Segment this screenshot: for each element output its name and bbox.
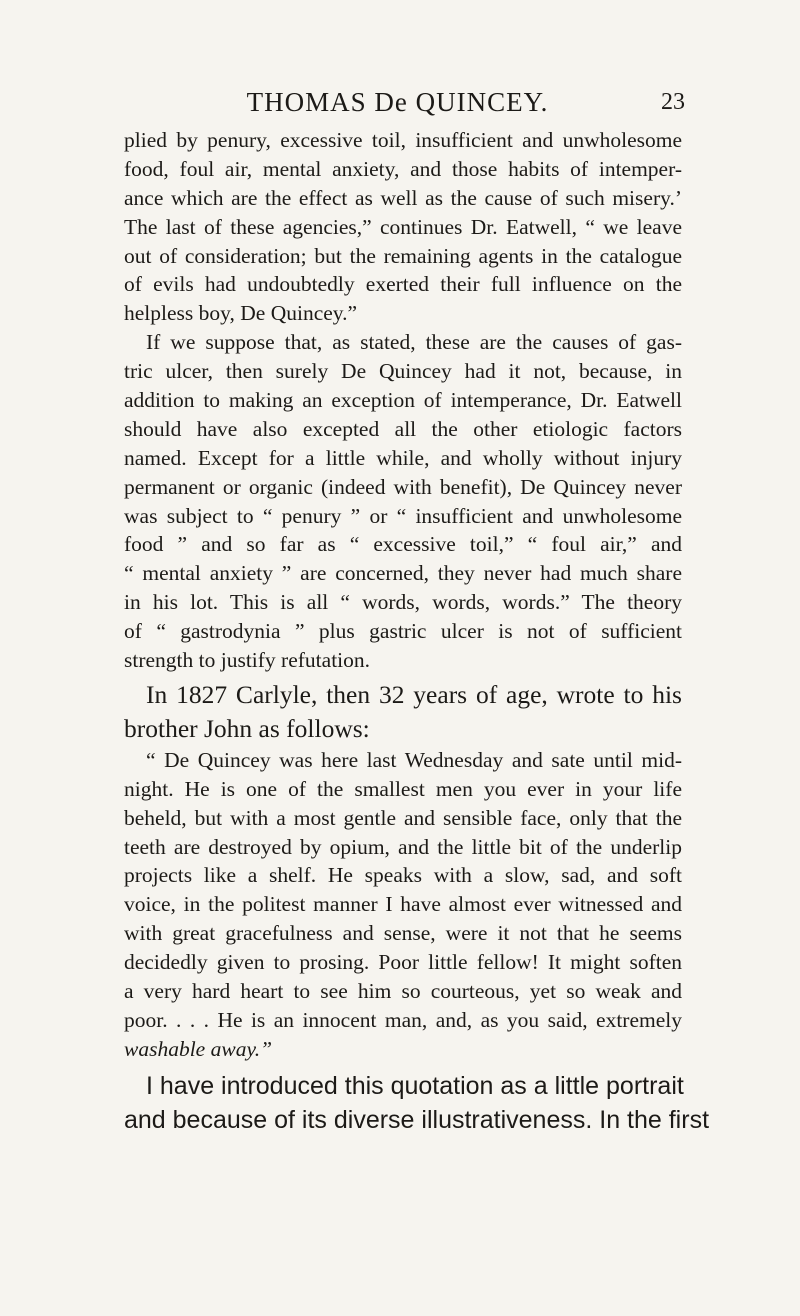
quote-line: night. He is one of the smallest men you ever in your life [124,776,682,801]
body-text [124,126,710,1137]
text-line: tric ulcer, then surely De Quincey had it not, because, in [124,359,682,384]
running-head [110,84,685,120]
quote-line: with great gracefulness and sense, were it not that he seems [124,921,682,946]
text-line: addition to making an exception of intemperance, Dr. Eatwell [124,388,682,413]
text-line: should have also excepted all the other etiologic factors [124,416,682,441]
paragraph-4 [124,1069,710,1137]
text-line: brother John as follows: [124,713,370,743]
text-line: out of consideration; but the remaining agents in the catalogue [124,243,682,268]
text-line: in his lot. This is all “ words, words, words.” The theory [124,590,682,615]
text-line: plied by penury, excessive toil, insufficient and unwholesome [124,128,682,152]
paragraph-1 [124,126,682,328]
paragraph-2 [124,328,682,675]
quote-line: teeth are destroyed by opium, and the little bit of the underlip [124,834,682,859]
text-line: I have introduced this quotation as a little portrait [146,1071,684,1100]
running-title: THOMAS De QUINCEY. [246,87,549,117]
text-line: The last of these agencies,” continues Dr. Eatwell, “ we leave [124,214,682,239]
text-line: and because of its diverse illustrativeness. In the first [124,1105,710,1134]
text-line: In 1827 Carlyle, then 32 years of age, wrote to his [146,679,682,709]
text-line: food, foul air, mental anxiety, and those habits of intemper- [124,156,682,181]
quote-line: beheld, but with a most gentle and sensible face, only that the [124,805,682,830]
quote-line: a very hard heart to see him so courteous, yet so weak and [124,979,682,1004]
quote-line: decidedly given to prosing. Poor little fellow! It might soften [124,950,682,975]
text-line: “ mental anxiety ” are concerned, they never had much share [124,561,682,586]
quote-line: voice, in the politest manner I have almost ever witnessed and [124,892,682,917]
quote-line: poor. . . . He is an innocent man, and, as you said, extremely [124,1007,682,1032]
quote-line: projects like a shelf. He speaks with a slow, sad, and soft [124,863,682,888]
text-line: named. Except for a little while, and wholly without injury [124,445,682,470]
text-line: strength to justify refutation. [124,648,371,673]
text-line: was subject to “ penury ” or “ insufficient and unwholesome [124,503,682,528]
text-line: of “ gastrodynia ” plus gastric ulcer is not of sufficient [124,619,682,644]
text-line: ance which are the effect as well as the cause of such misery.’ [124,185,682,210]
text-line: permanent or organic (indeed with benefit), De Quincey never [124,474,682,499]
text-line: If we suppose that, as stated, these are the causes of gas- [146,330,682,355]
carlyle-quotation [124,746,682,1064]
paragraph-3 [124,678,682,746]
text-line: food ” and so far as “ excessive toil,” “ foul air,” and [124,532,682,557]
quote-line: “ De Quincey was here last Wednesday and sate until mid- [146,747,682,772]
text-line: helpless boy, De Quincey.” [124,301,358,326]
text-line: of evils had undoubtedly exerted their full influence on the [124,272,682,297]
page-number: 23 [661,89,685,115]
quote-line-italic: washable away.” [124,1036,273,1061]
